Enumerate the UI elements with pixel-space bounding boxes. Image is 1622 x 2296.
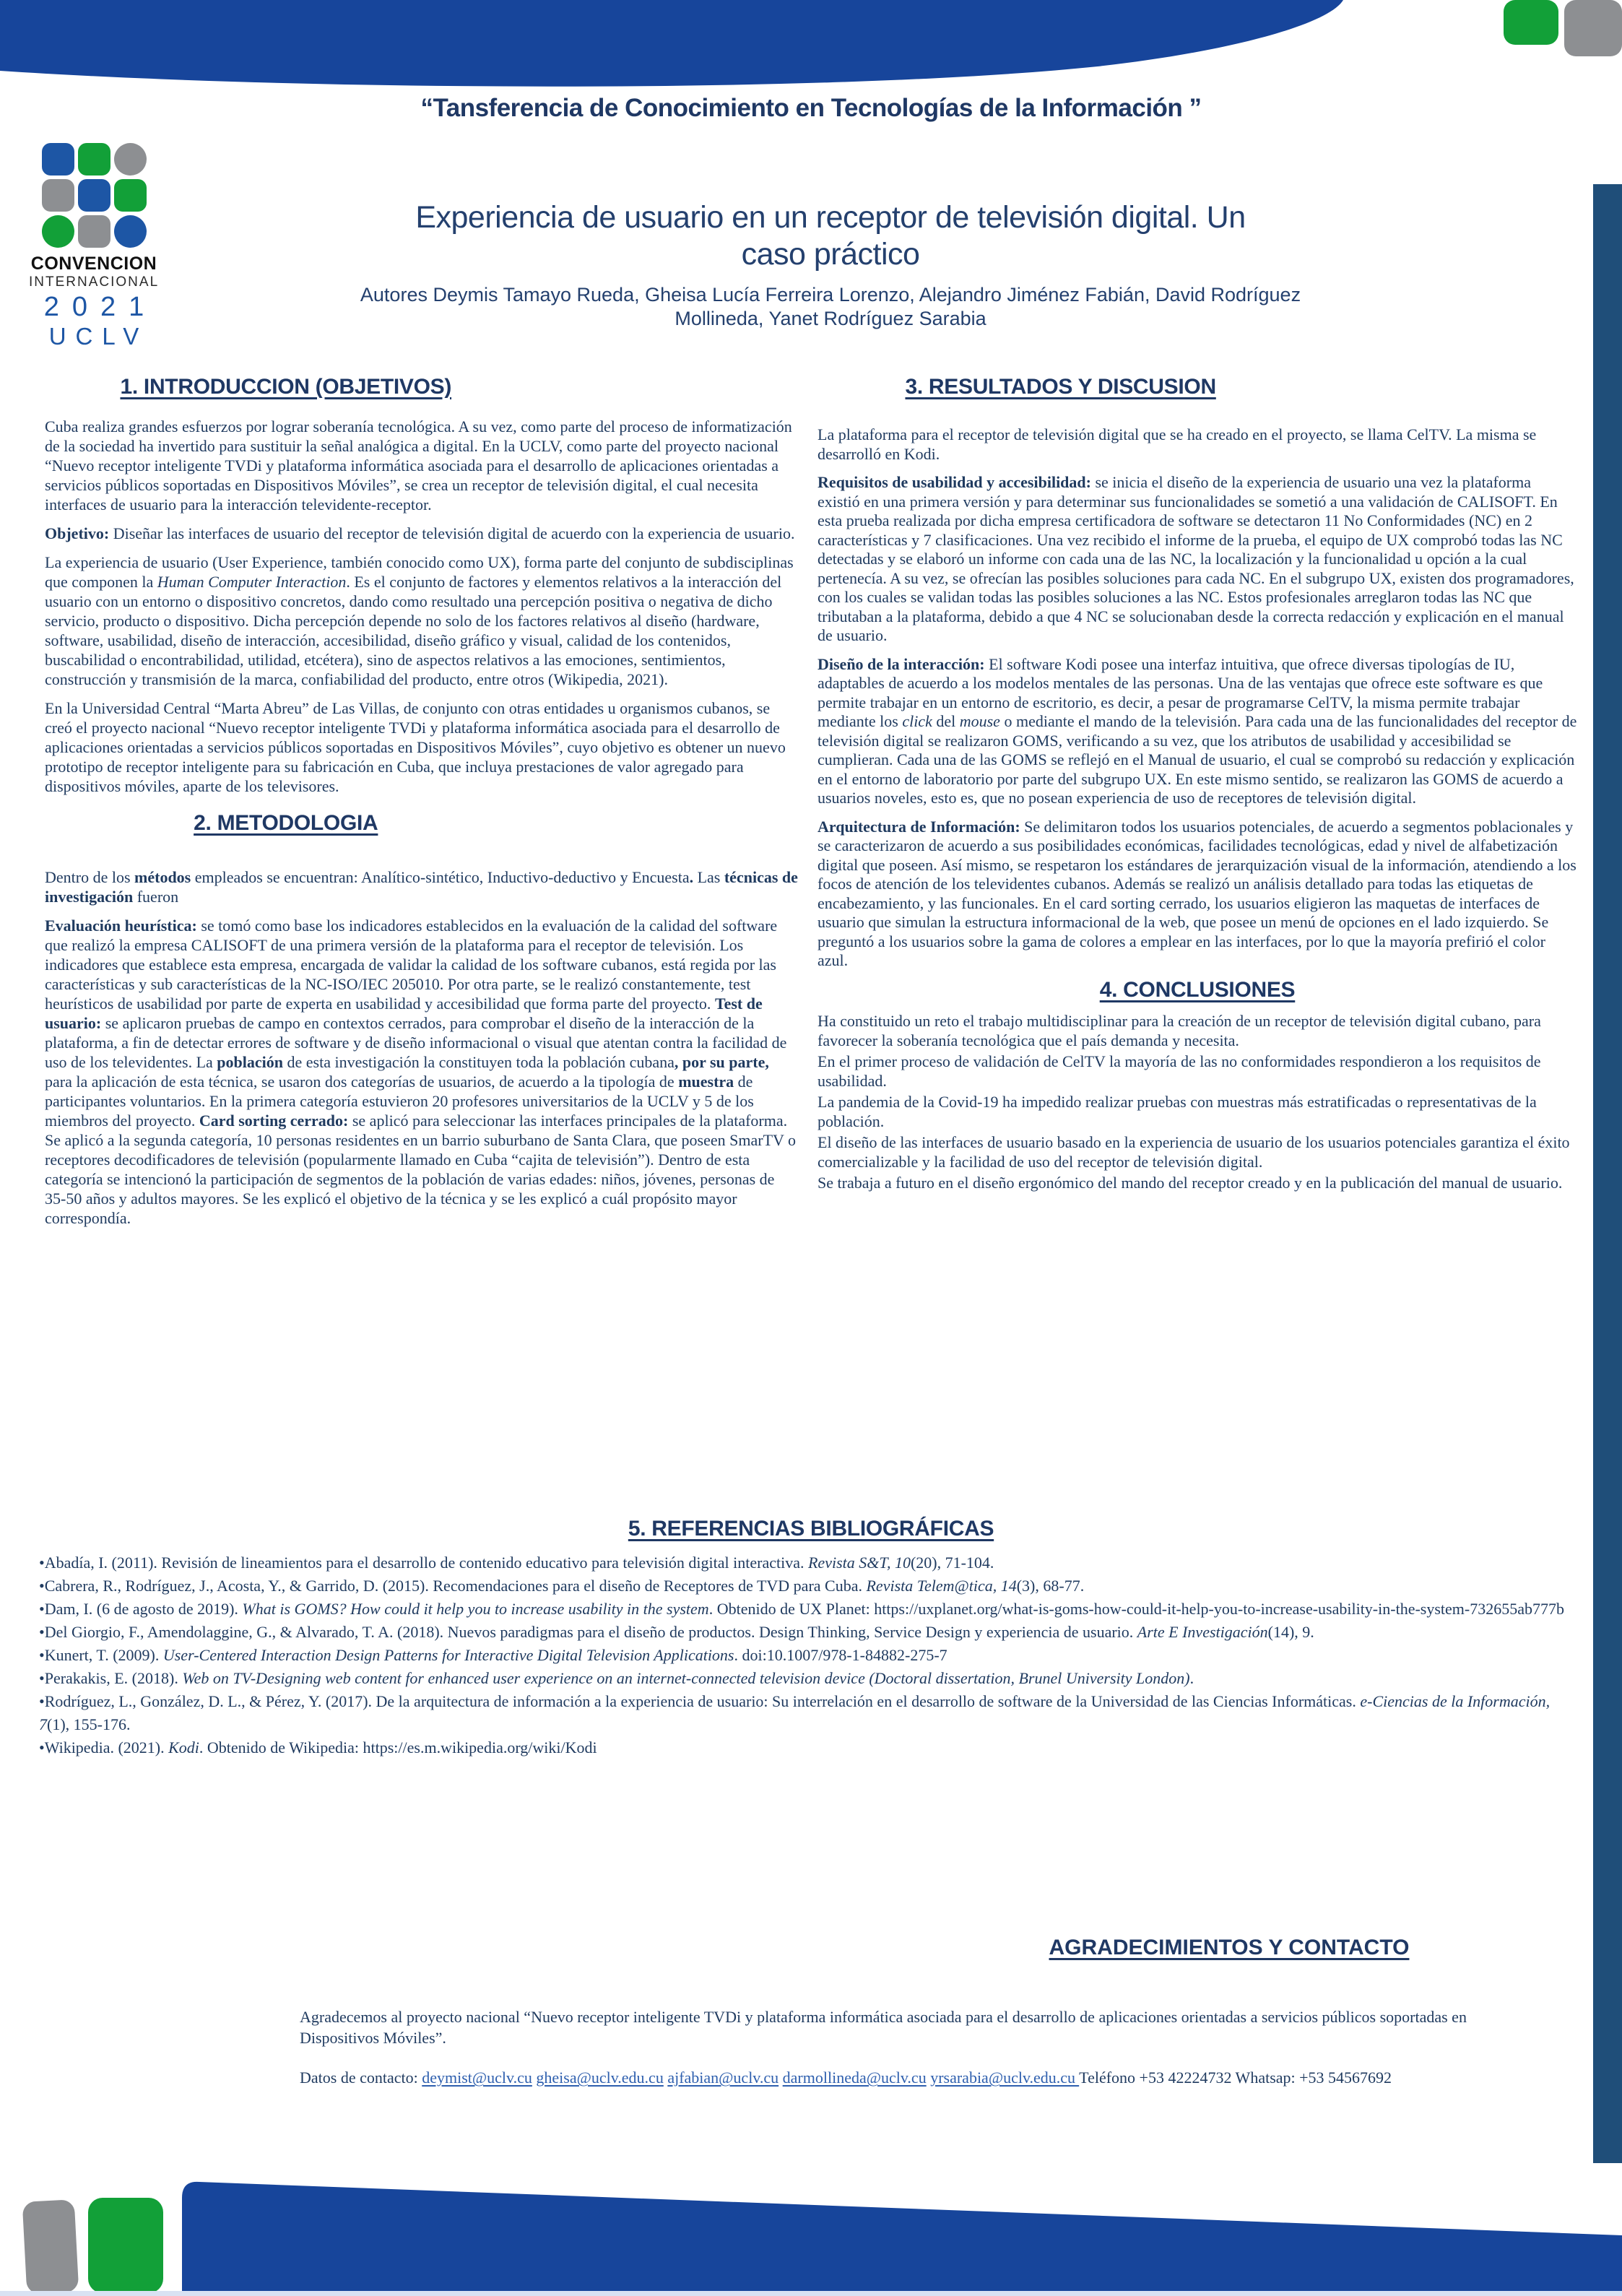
text-run: •Del Giorgio, F., Amendolaggine, G., & Alvarado, T. A. (2018). Nuevos paradigmas para el diseño de productos. Design Thinking, Service Design y experiencia de usuario. (39, 1623, 1137, 1641)
text-run: Se delimitaron todos los usuarios potenciales, de acuerdo a segmentos poblacionales y se caracterizaron de acuerdo a sus posibilidades económicas, facilidades tecnológicas, edad y nivel de alfabetización digital que poseen. Así mismo, se respetaron los estándares de jerarquización visual de la información, atendiendo a los focos de atención de los televidentes cubanos. Además se realizó un análisis detallado para todas las etiquetas de encabezamiento, y las funcionales. En el card sorting cerrado, los usuarios eligieron las maquetas de interfaces de usuario que simulan la estructura informacional de la web, que posee un menú de opciones en el lado izquierdo. Se preguntó a los usuarios sobre la gama de colores a emplear en las interfaces, por lo que la mayoría prefirió el color azul. (817, 817, 1577, 969)
text-run: Web on TV-Designing web content for enhanced user experience on an internet-connected television device (Doctoral dissertation, Brunel University London) (182, 1669, 1190, 1687)
reference-item (39, 1598, 1583, 1621)
text-run: Diseñar las interfaces de usuario del receptor de televisión digital de acuerdo con la experiencia de usuario. (109, 524, 795, 542)
text-run: Requisitos de usabilidad y accesibilidad: (817, 473, 1091, 491)
reference-item (39, 1690, 1583, 1736)
paragraph (45, 698, 798, 796)
conclusion-item: La pandemia de la Covid-19 ha impedido realizar pruebas con muestras más estratificadas o representativas de la población. (817, 1092, 1537, 1130)
text-run: En la Universidad Central “Marta Abreu” de Las Villas, de conjunto con otras entidades u organismos cubanos, se creó el proyecto nacional “Nuevo receptor inteligente TVDi y plataforma informática asociada para el desarrollo de aplicaciones orientadas a servicios públicos soportadas en Dispositivos Móviles”, cuyo objetivo es obtener un nuevo prototipo de receptor inteligente para su fabricación en Cuba, que incluya prestaciones de valor agregado para dispositivos móviles, aparte de los televisores. (45, 699, 786, 795)
resultados-paragraphs (817, 425, 1577, 971)
text-run: de participantes voluntarios. En la primera categoría estuvieron 20 profesores universitarios de la UCLV y 5 de los miembros del proyecto. (45, 1073, 754, 1130)
text-run: (1), 155-176. (47, 1715, 131, 1733)
text-run: para la aplicación de esta técnica, se usaron dos categorías de usuarios, de acuerdo a la tipología de (45, 1073, 679, 1091)
text-run: Diseño de la interacción: (817, 654, 985, 673)
blue-square-tile (42, 143, 74, 176)
section-heading-metodologia: 2. METODOLOGIA (194, 811, 378, 835)
bottom-banner-swoosh (0, 2166, 1622, 2296)
contact-line (300, 2067, 1513, 2088)
text-run: de esta investigación la constituyen toda la población cubana (282, 1053, 675, 1071)
reference-item (39, 1621, 1583, 1644)
logo-text-2021: 2021 (43, 292, 157, 322)
poster-title (108, 199, 1553, 273)
text-run: Cuba realiza grandes esfuerzos por lograr soberanía tecnológica. A su vez, como parte del proceso de informatización de la sociedad ha invertido para sustituir la señal analógica a digital. En la UCLV, como parte del proyecto nacional “Nuevo receptor inteligente TVDi y plataforma informática asociada para el desarrollo de aplicaciones orientadas a servicios públicos soportadas en Dispositivos Móviles”, se crea un receptor de televisión digital, el cual necesita interfaces de usuario para la interacción televidente-receptor. (45, 417, 792, 514)
green-circle-tile (42, 215, 74, 248)
poster-title-line: caso práctico (741, 237, 920, 272)
conclusiones-list (817, 1011, 1577, 1192)
paragraph (817, 473, 1577, 646)
text-run: . Obtenido de UX Planet: https://uxplanet.org/what-is-goms-how-could-it-help-you-to-increase-usability-in-the-system-732655ab777b (708, 1600, 1564, 1618)
text-run: , por su parte, (674, 1053, 769, 1071)
text-run: Las (693, 868, 724, 886)
text-run: •Cabrera, R., Rodríguez, J., Acosta, Y., & Garrido, D. (2015). Recomendaciones para el diseño de Receptores de TVD para Cuba. (39, 1577, 867, 1595)
text-run: fueron (133, 888, 179, 906)
metodologia-paragraphs (45, 867, 798, 1228)
text-run: click (902, 712, 932, 730)
reference-item (39, 1574, 1583, 1598)
left-column (45, 377, 798, 1237)
top-corner-gray-square (1564, 0, 1622, 56)
text-run: Card sorting cerrado: (199, 1112, 349, 1130)
reference-item (39, 1551, 1583, 1574)
text-run: (20), 71-104. (910, 1554, 994, 1572)
text-run: Arquitectura de Información: (817, 817, 1020, 836)
gray-circle-tile (114, 143, 147, 176)
text-run: o mediante el mando de la televisión. Para cada una de las funcionalidades del receptor de televisión digital se realizaron GOMS, verificando a su vez, que los atributos de usabilidad y accesibilidad se cumplieran. Cada una de las GOMS se reflejó en el Manual de usuario, el cual se comprobó su redacción y explicación en el entorno de laboratorio por parte del subgrupo UX. En este mismo sentido, se realizaron las GOMS de acuerdo a usuarios noveles, esto es, que no posean experiencia de uso de receptores de televisión digital. (817, 712, 1577, 807)
introduccion-paragraphs (45, 417, 798, 796)
right-accent-bar (1593, 184, 1622, 2163)
section-heading-agradecimientos: AGRADECIMIENTOS Y CONTACTO (1049, 1936, 1410, 1959)
logo-text-convencion: CONVENCION (30, 254, 157, 274)
text-run: . doi:10.1007/978-1-84882-275-7 (734, 1646, 947, 1664)
text-run: . Obtenido de Wikipedia: https://es.m.wikipedia.org/wiki/Kodi (199, 1738, 597, 1756)
poster-title-line: Experiencia de usuario en un receptor de televisión digital. Un (415, 200, 1246, 235)
text-run: •Perakakis, E. (2018). (39, 1669, 183, 1687)
text-run: Teléfono +53 42224732 Whatsap: +53 54567692 (1079, 2068, 1392, 2087)
green-square-tile (78, 143, 110, 176)
author-line: Autores Deymis Tamayo Rueda, Gheisa Lucía Ferreira Lorenzo, Alejandro Jiménez Fabián, David Rodríguez (360, 284, 1301, 306)
text-run: se inicia el diseño de la experiencia de usuario una vez la plataforma existió en una primera versión y para determinar sus funcionalidades se sometió a una validación de CALISOFT. En esta prueba realizada por dicha empresa certificadora de software se detectaron 11 No Conformidades (NC) en 2 características y 7 clasificaciones. Una vez recibido el informe de la prueba, el equipo de UX comprobó todas las NC detectadas y se elaboró un informe con cada una de las NC, la localización y la funcionalidad u opción a la cual pertenecía. A su vez, se ofrecían las posibles soluciones para cada NC. En el subgrupo UX, existen dos programadores, con los cuales se validan todas las posibles soluciones a las NC. Estos profesionales arreglaron todas las NC que tributaban a la plataforma, debido a que 4 NC se solucionaban desde la correcta redacción y explicación en el manual de usuario. (817, 473, 1574, 644)
conclusion-item: Ha constituido un reto el trabajo multidisciplinar para la creación de un receptor de televisión digital cubano, para favorecer la soberanía tecnológica que el país demanda y necesita. (817, 1011, 1541, 1049)
paragraph (45, 524, 798, 543)
text-run: se aplicaron pruebas de campo en contextos cerrados, para comprobar el diseño de la interacción de la plataforma, a fin de detectar errores de software y de diseño informacional o visual que atentan contra la facilidad de uso de los televidentes. La (45, 1014, 787, 1071)
top-banner-swoosh (0, 0, 1622, 101)
text-run: población (217, 1053, 283, 1071)
text-run: del (932, 712, 960, 730)
text-run: El software Kodi posee una interfaz intuitiva, que ofrece diversas tipologías de IU, adaptables de acuerdo a los modelos mentales de las personas. Una de las ventajas que ofrece este software es que permite trabajar en un entorno de escritorio, es decir, a pesar de programarse CelTV, la misma permite trabajar mediante los (817, 654, 1543, 730)
acknowledgements-block (300, 2006, 1513, 2088)
text-run: métodos (134, 868, 191, 886)
paragraph (45, 417, 798, 514)
top-corner-green-square (1504, 0, 1558, 45)
section-heading-resultados: 3. RESULTADOS Y DISCUSION (905, 375, 1216, 399)
text-run: Test de usuario: (45, 995, 763, 1032)
text-run: técnicas de investigación (45, 868, 798, 906)
email-link[interactable]: ajfabian@uclv.cu (667, 2068, 779, 2087)
conclusion-item: El diseño de las interfaces de usuario basado en la experiencia de usuario de los usuarios potenciales garantiza el éxito comercializable y la facilidad de uso del receptor de televisión digital. (817, 1132, 1570, 1171)
section-heading-referencias: 5. REFERENCIAS BIBLIOGRÁFICAS (628, 1517, 994, 1541)
blue-square-tile (78, 179, 110, 212)
email-link[interactable]: yrsarabia@uclv.edu.cu (930, 2068, 1080, 2087)
section-heading-introduccion: 1. INTRODUCCION (OBJETIVOS) (120, 375, 452, 399)
email-link[interactable]: deymist@uclv.cu (422, 2068, 532, 2087)
text-run: (14), 9. (1267, 1623, 1314, 1641)
text-run: . Es el conjunto de factores y elementos relativos a la interacción del usuario con un entorno o dispositivo concretos, dando como resultado una percepción positiva o negativa de dicho servicio, producto o dispositivo. Dicha percepción depende no solo de los factores relativos al diseño (hardware, software, usabilidad, diseño de interacción, accesibilidad, diseño gráfico y visual, calidad de los contenidos, buscabilidad o encontrabilidad, utilidad, etcétera), sino de aspectos relativos a las emociones, sentimientos, construcción y transmisión de la marca, confiabilidad del producto, entre otros (Wikipedia, 2021). (45, 573, 782, 688)
reference-item (39, 1667, 1583, 1690)
references-list (39, 1551, 1583, 1759)
gray-square-tile (42, 179, 74, 212)
paragraph (817, 818, 1577, 971)
text-run: . (1189, 1669, 1194, 1687)
text-run: Kodi (168, 1738, 199, 1756)
text-run: empleados se encuentran: Analítico-sintético, Inductivo-deductivo y Encuesta (191, 868, 690, 886)
text-run: se tomó como base los indicadores establecidos en la evaluación de la calidad del software que realizó la empresa CALISOFT de una primera versión de la plataforma para el receptor de televisión. Los indicadores que establece esta empresa, encargada de validar la calidad de los software cubanos, está regida por las características y sub características de la NC-ISO/IEC 205010. Por otra parte, se le realizó constantemente, test heurísticos de usabilidad por parte de experta en usabilidad y accesibilidad que forma parte del proyecto. (45, 917, 778, 1013)
text-run: •Rodríguez, L., González, D. L., & Pérez, Y. (2017). De la arquitectura de información a la experiencia de usuario: Su interrelación en el desarrollo de software de la Universidad de las Ciencias Informáticas. (39, 1692, 1361, 1710)
text-run: •Abadía, I. (2011). Revisión de lineamientos para el desarrollo de contenido educativo para televisión digital interactiva. (39, 1554, 808, 1572)
email-link[interactable]: gheisa@uclv.edu.cu (536, 2068, 664, 2087)
paragraph (45, 916, 798, 1228)
text-run: Dentro de los (45, 868, 135, 886)
text-run: Human Computer Interaction (157, 573, 347, 591)
references-section (0, 1517, 1622, 1759)
paragraph (817, 425, 1577, 464)
conference-quote: “Tansferencia de Conocimiento en Tecnologías de la Información ” (420, 94, 1202, 122)
text-run: se aplicó para seleccionar las interfaces principales de la plataforma. Se aplicó a la segunda categoría, 10 personas residentes en un barrio suburbano de Santa Clara, que poseen SmarTV o receptores decodificadores de televisión (popularmente llamado en Cuba “cajita de televisión”). Dentro de esta categoría se intencionó la participación de segmentos de la población de varias edades: niños, jóvenes, personas de 35-50 años y adultos mayores. Se les explicó el objetivo de la técnica y se les explicó a cuál propósito mayor correspondía. (45, 1112, 796, 1227)
logo-text-internacional: INTERNACIONAL (29, 274, 160, 290)
text-run: •Dam, I. (6 de agosto de 2019). (39, 1600, 243, 1618)
reference-item (39, 1644, 1583, 1667)
paragraph (45, 553, 798, 689)
text-run: La experiencia de usuario (User Experience, también conocido como UX), forma parte del conjunto de subdisciplinas que componen la (45, 553, 794, 591)
conclusion-item: Se trabaja a futuro en el diseño ergonómico del mando del receptor creado y en la publicación del manual de usuario. (817, 1173, 1563, 1192)
gray-square-tile (78, 215, 110, 248)
text-run: Datos de contacto: (300, 2068, 422, 2087)
paragraph (817, 655, 1577, 808)
text-run: (3), 68-77. (1016, 1577, 1085, 1595)
text-run: Evaluación heurística: (45, 917, 197, 935)
text-run: User-Centered Interaction Design Patterns for Interactive Digital Television Applications (162, 1646, 734, 1664)
reference-item (39, 1736, 1583, 1759)
text-run: Objetivo: (45, 524, 110, 542)
text-run: •Kunert, T. (2009). (39, 1646, 163, 1664)
email-link[interactable]: darmollineda@uclv.cu (782, 2068, 927, 2087)
text-run: La plataforma para el receptor de televisión digital que se ha creado en el proyecto, se llama CelTV. La misma se desarrolló en Kodi. (817, 425, 1537, 463)
right-column (817, 377, 1577, 1194)
author-line: Mollineda, Yanet Rodríguez Sarabia (675, 308, 986, 329)
text-run: •Wikipedia. (2021). (39, 1738, 169, 1756)
text-run: What is GOMS? How could it help you to increase usability in the system (242, 1600, 709, 1618)
text-run: Arte E Investigación (1137, 1623, 1268, 1641)
text-run: mouse (959, 712, 1000, 730)
text-run: e-Ciencias de la Información, 7 (39, 1692, 1551, 1733)
text-run: Revista S&T, 10 (807, 1554, 911, 1572)
logo-text-uclv: UCLV (48, 323, 149, 350)
conclusion-item: En el primer proceso de validación de CelTV la mayoría de las no conformidades respondieron a los requisitos de usabilidad. (817, 1052, 1541, 1090)
authors (246, 283, 1415, 331)
text-run: Revista Telem@tica, 14 (866, 1577, 1017, 1595)
section-heading-conclusiones: 4. CONCLUSIONES (1099, 977, 1296, 1002)
text-run: muestra (678, 1073, 734, 1091)
text-run: . (689, 868, 694, 886)
acknowledgements-paragraph: Agradecemos al proyecto nacional “Nuevo receptor inteligente TVDi y plataforma informática asociada para el desarrollo de aplicaciones orientadas a servicios públicos soportadas en Dispositivos Móviles”. (300, 2008, 1467, 2047)
paragraph (45, 867, 798, 906)
